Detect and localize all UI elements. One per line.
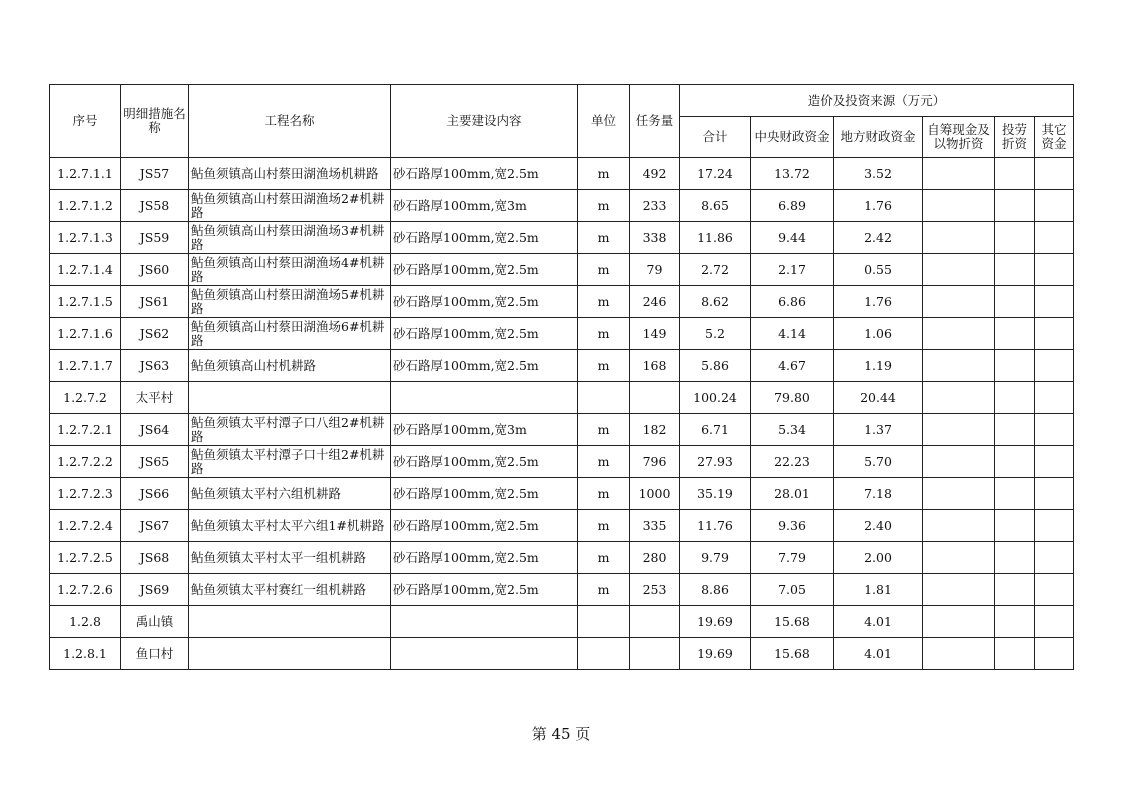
- cell-unit: m: [578, 542, 630, 574]
- cell-local: 4.01: [834, 606, 923, 638]
- cell-local: 1.81: [834, 574, 923, 606]
- header-project: 工程名称: [189, 85, 391, 158]
- cell-self: [923, 286, 995, 318]
- cell-project: 鲇鱼须镇高山村蔡田湖渔场机耕路: [189, 158, 391, 190]
- cell-labor: [995, 382, 1035, 414]
- cell-self: [923, 318, 995, 350]
- cell-qty: 168: [630, 350, 680, 382]
- cell-seq: 1.2.7.2.3: [50, 478, 121, 510]
- cell-code: JS66: [121, 478, 189, 510]
- cell-total: 8.86: [680, 574, 751, 606]
- cell-code: JS60: [121, 254, 189, 286]
- cell-unit: m: [578, 446, 630, 478]
- cell-self: [923, 542, 995, 574]
- cell-labor: [995, 318, 1035, 350]
- cell-labor: [995, 510, 1035, 542]
- header-central: 中央财政资金: [751, 117, 834, 158]
- cell-local: 0.55: [834, 254, 923, 286]
- cell-unit: m: [578, 254, 630, 286]
- cell-project: [189, 638, 391, 670]
- header-total: 合计: [680, 117, 751, 158]
- cell-qty: 79: [630, 254, 680, 286]
- cell-central: 22.23: [751, 446, 834, 478]
- cell-qty: 1000: [630, 478, 680, 510]
- header-content: 主要建设内容: [391, 85, 578, 158]
- cell-self: [923, 158, 995, 190]
- cell-central: 6.89: [751, 190, 834, 222]
- cell-project: 鲇鱼须镇高山村机耕路: [189, 350, 391, 382]
- cell-project: 鲇鱼须镇高山村蔡田湖渔场6#机耕路: [189, 318, 391, 350]
- cell-content: 砂石路厚100mm,宽2.5m: [391, 478, 578, 510]
- cell-project: 鲇鱼须镇太平村潭子口八组2#机耕路: [189, 414, 391, 446]
- cell-qty: 796: [630, 446, 680, 478]
- cell-labor: [995, 190, 1035, 222]
- cell-self: [923, 478, 995, 510]
- cell-project: 鲇鱼须镇高山村蔡田湖渔场4#机耕路: [189, 254, 391, 286]
- cell-content: 砂石路厚100mm,宽2.5m: [391, 254, 578, 286]
- cell-other: [1035, 190, 1074, 222]
- cell-local: 1.37: [834, 414, 923, 446]
- table-row: [50, 606, 1074, 638]
- cell-other: [1035, 414, 1074, 446]
- cell-central: 7.79: [751, 542, 834, 574]
- cell-qty: 335: [630, 510, 680, 542]
- cell-self: [923, 606, 995, 638]
- cell-local: 2.42: [834, 222, 923, 254]
- cell-seq: 1.2.7.2: [50, 382, 121, 414]
- cell-seq: 1.2.7.2.4: [50, 510, 121, 542]
- cell-qty: [630, 638, 680, 670]
- cell-qty: 149: [630, 318, 680, 350]
- table-body: [50, 158, 1074, 670]
- cell-content: [391, 382, 578, 414]
- cell-total: 11.76: [680, 510, 751, 542]
- cell-labor: [995, 222, 1035, 254]
- cell-other: [1035, 158, 1074, 190]
- cell-qty: 246: [630, 286, 680, 318]
- cell-other: [1035, 574, 1074, 606]
- cell-local: 3.52: [834, 158, 923, 190]
- cell-qty: 492: [630, 158, 680, 190]
- header-self: 自筹现金及以物折资: [923, 117, 995, 158]
- cell-code: JS59: [121, 222, 189, 254]
- table-row: [50, 510, 1074, 542]
- cell-project: 鲇鱼须镇高山村蔡田湖渔场2#机耕路: [189, 190, 391, 222]
- cell-total: 100.24: [680, 382, 751, 414]
- cell-self: [923, 638, 995, 670]
- cell-local: 2.00: [834, 542, 923, 574]
- cell-local: 4.01: [834, 638, 923, 670]
- table-row: [50, 318, 1074, 350]
- cell-labor: [995, 606, 1035, 638]
- cell-project: [189, 606, 391, 638]
- cell-self: [923, 446, 995, 478]
- cell-project: 鲇鱼须镇太平村六组机耕路: [189, 478, 391, 510]
- cell-labor: [995, 158, 1035, 190]
- page-number: 第 45 页: [531, 725, 591, 743]
- cell-other: [1035, 254, 1074, 286]
- cell-local: 5.70: [834, 446, 923, 478]
- cell-total: 2.72: [680, 254, 751, 286]
- header-other: 其它资金: [1035, 117, 1074, 158]
- cell-unit: m: [578, 286, 630, 318]
- cell-seq: 1.2.7.1.6: [50, 318, 121, 350]
- cell-seq: 1.2.7.1.1: [50, 158, 121, 190]
- cell-content: 砂石路厚100mm,宽2.5m: [391, 286, 578, 318]
- cell-total: 8.62: [680, 286, 751, 318]
- cell-local: 1.06: [834, 318, 923, 350]
- cell-project: [189, 382, 391, 414]
- cell-content: [391, 606, 578, 638]
- cell-central: 7.05: [751, 574, 834, 606]
- cell-code: JS68: [121, 542, 189, 574]
- cell-other: [1035, 382, 1074, 414]
- cell-labor: [995, 542, 1035, 574]
- cell-unit: m: [578, 350, 630, 382]
- cell-unit: m: [578, 318, 630, 350]
- cell-unit: m: [578, 510, 630, 542]
- header-labor: 投劳折资: [995, 117, 1035, 158]
- cell-code: 太平村: [121, 382, 189, 414]
- cell-code: JS62: [121, 318, 189, 350]
- cell-local: 1.19: [834, 350, 923, 382]
- cell-local: 1.76: [834, 286, 923, 318]
- cell-other: [1035, 478, 1074, 510]
- header-seq: 序号: [50, 85, 121, 158]
- cell-content: [391, 638, 578, 670]
- cell-qty: 253: [630, 574, 680, 606]
- table-row: [50, 382, 1074, 414]
- cell-project: 鲇鱼须镇高山村蔡田湖渔场5#机耕路: [189, 286, 391, 318]
- cell-seq: 1.2.7.2.5: [50, 542, 121, 574]
- cell-labor: [995, 254, 1035, 286]
- cell-code: JS63: [121, 350, 189, 382]
- table-row: [50, 414, 1074, 446]
- cell-total: 35.19: [680, 478, 751, 510]
- header-cost-group: 造价及投资来源（万元）: [680, 85, 1074, 117]
- cell-project: 鲇鱼须镇太平村赛红一组机耕路: [189, 574, 391, 606]
- cell-qty: 338: [630, 222, 680, 254]
- cell-total: 5.86: [680, 350, 751, 382]
- cell-unit: m: [578, 190, 630, 222]
- cell-code: JS64: [121, 414, 189, 446]
- cell-self: [923, 382, 995, 414]
- cell-self: [923, 574, 995, 606]
- table-row: [50, 350, 1074, 382]
- cell-self: [923, 222, 995, 254]
- cell-self: [923, 350, 995, 382]
- cell-local: 1.76: [834, 190, 923, 222]
- cell-self: [923, 254, 995, 286]
- cell-project: 鲇鱼须镇太平村太平六组1#机耕路: [189, 510, 391, 542]
- cell-total: 6.71: [680, 414, 751, 446]
- cell-other: [1035, 446, 1074, 478]
- cell-central: 4.67: [751, 350, 834, 382]
- cell-total: 17.24: [680, 158, 751, 190]
- cell-seq: 1.2.7.1.7: [50, 350, 121, 382]
- cell-local: 20.44: [834, 382, 923, 414]
- cell-unit: m: [578, 478, 630, 510]
- table-row: [50, 254, 1074, 286]
- cell-content: 砂石路厚100mm,宽2.5m: [391, 574, 578, 606]
- cell-code: JS57: [121, 158, 189, 190]
- cell-labor: [995, 446, 1035, 478]
- cell-self: [923, 414, 995, 446]
- cell-seq: 1.2.8: [50, 606, 121, 638]
- cell-total: 27.93: [680, 446, 751, 478]
- cell-qty: 182: [630, 414, 680, 446]
- cell-total: 19.69: [680, 606, 751, 638]
- cell-other: [1035, 222, 1074, 254]
- cell-content: 砂石路厚100mm,宽2.5m: [391, 542, 578, 574]
- cell-unit: m: [578, 414, 630, 446]
- cell-central: 4.14: [751, 318, 834, 350]
- cell-other: [1035, 318, 1074, 350]
- cell-code: JS67: [121, 510, 189, 542]
- table-row: [50, 222, 1074, 254]
- cell-seq: 1.2.7.1.4: [50, 254, 121, 286]
- cell-unit: m: [578, 222, 630, 254]
- cell-seq: 1.2.7.1.3: [50, 222, 121, 254]
- cell-central: 9.36: [751, 510, 834, 542]
- cell-content: 砂石路厚100mm,宽2.5m: [391, 510, 578, 542]
- cell-code: 鱼口村: [121, 638, 189, 670]
- header-code: 明细措施名称: [121, 85, 189, 158]
- cell-unit: [578, 638, 630, 670]
- cell-other: [1035, 286, 1074, 318]
- cell-seq: 1.2.7.2.6: [50, 574, 121, 606]
- cell-project: 鲇鱼须镇太平村潭子口十组2#机耕路: [189, 446, 391, 478]
- cell-total: 19.69: [680, 638, 751, 670]
- cell-seq: 1.2.7.1.5: [50, 286, 121, 318]
- cell-central: 6.86: [751, 286, 834, 318]
- table-row: [50, 638, 1074, 670]
- cell-seq: 1.2.7.1.2: [50, 190, 121, 222]
- cell-unit: [578, 606, 630, 638]
- cell-total: 9.79: [680, 542, 751, 574]
- cell-qty: [630, 382, 680, 414]
- cell-other: [1035, 542, 1074, 574]
- cell-seq: 1.2.8.1: [50, 638, 121, 670]
- cell-local: 2.40: [834, 510, 923, 542]
- cell-project: 鲇鱼须镇太平村太平一组机耕路: [189, 542, 391, 574]
- cell-total: 11.86: [680, 222, 751, 254]
- table-row: [50, 158, 1074, 190]
- table-row: [50, 542, 1074, 574]
- cell-labor: [995, 286, 1035, 318]
- cell-content: 砂石路厚100mm,宽3m: [391, 190, 578, 222]
- cell-central: 79.80: [751, 382, 834, 414]
- cell-code: JS61: [121, 286, 189, 318]
- cell-self: [923, 190, 995, 222]
- cell-content: 砂石路厚100mm,宽2.5m: [391, 446, 578, 478]
- header-qty: 任务量: [630, 85, 680, 158]
- cell-content: 砂石路厚100mm,宽2.5m: [391, 158, 578, 190]
- cell-labor: [995, 574, 1035, 606]
- cell-total: 8.65: [680, 190, 751, 222]
- cell-central: 13.72: [751, 158, 834, 190]
- cell-total: 5.2: [680, 318, 751, 350]
- cell-code: JS58: [121, 190, 189, 222]
- cell-central: 28.01: [751, 478, 834, 510]
- cell-project: 鲇鱼须镇高山村蔡田湖渔场3#机耕路: [189, 222, 391, 254]
- cell-content: 砂石路厚100mm,宽3m: [391, 414, 578, 446]
- cell-central: 15.68: [751, 638, 834, 670]
- cell-local: 7.18: [834, 478, 923, 510]
- cell-self: [923, 510, 995, 542]
- cell-qty: [630, 606, 680, 638]
- cell-qty: 233: [630, 190, 680, 222]
- cell-other: [1035, 638, 1074, 670]
- cell-other: [1035, 510, 1074, 542]
- cell-content: 砂石路厚100mm,宽2.5m: [391, 318, 578, 350]
- cell-other: [1035, 606, 1074, 638]
- cell-other: [1035, 350, 1074, 382]
- table-row: [50, 190, 1074, 222]
- investment-table: [49, 84, 1074, 670]
- cell-qty: 280: [630, 542, 680, 574]
- cell-seq: 1.2.7.2.1: [50, 414, 121, 446]
- table-row: [50, 478, 1074, 510]
- cell-central: 5.34: [751, 414, 834, 446]
- cell-code: JS69: [121, 574, 189, 606]
- cell-content: 砂石路厚100mm,宽2.5m: [391, 222, 578, 254]
- table-row: [50, 286, 1074, 318]
- table-row: [50, 446, 1074, 478]
- cell-labor: [995, 350, 1035, 382]
- cell-seq: 1.2.7.2.2: [50, 446, 121, 478]
- cell-central: 2.17: [751, 254, 834, 286]
- cell-content: 砂石路厚100mm,宽2.5m: [391, 350, 578, 382]
- cell-central: 15.68: [751, 606, 834, 638]
- cell-central: 9.44: [751, 222, 834, 254]
- header-local: 地方财政资金: [834, 117, 923, 158]
- cell-unit: [578, 382, 630, 414]
- cell-code: JS65: [121, 446, 189, 478]
- table-row: [50, 574, 1074, 606]
- cell-labor: [995, 414, 1035, 446]
- cell-unit: m: [578, 158, 630, 190]
- cell-code: 禹山镇: [121, 606, 189, 638]
- cell-unit: m: [578, 574, 630, 606]
- header-unit: 单位: [578, 85, 630, 158]
- cell-labor: [995, 638, 1035, 670]
- cell-labor: [995, 478, 1035, 510]
